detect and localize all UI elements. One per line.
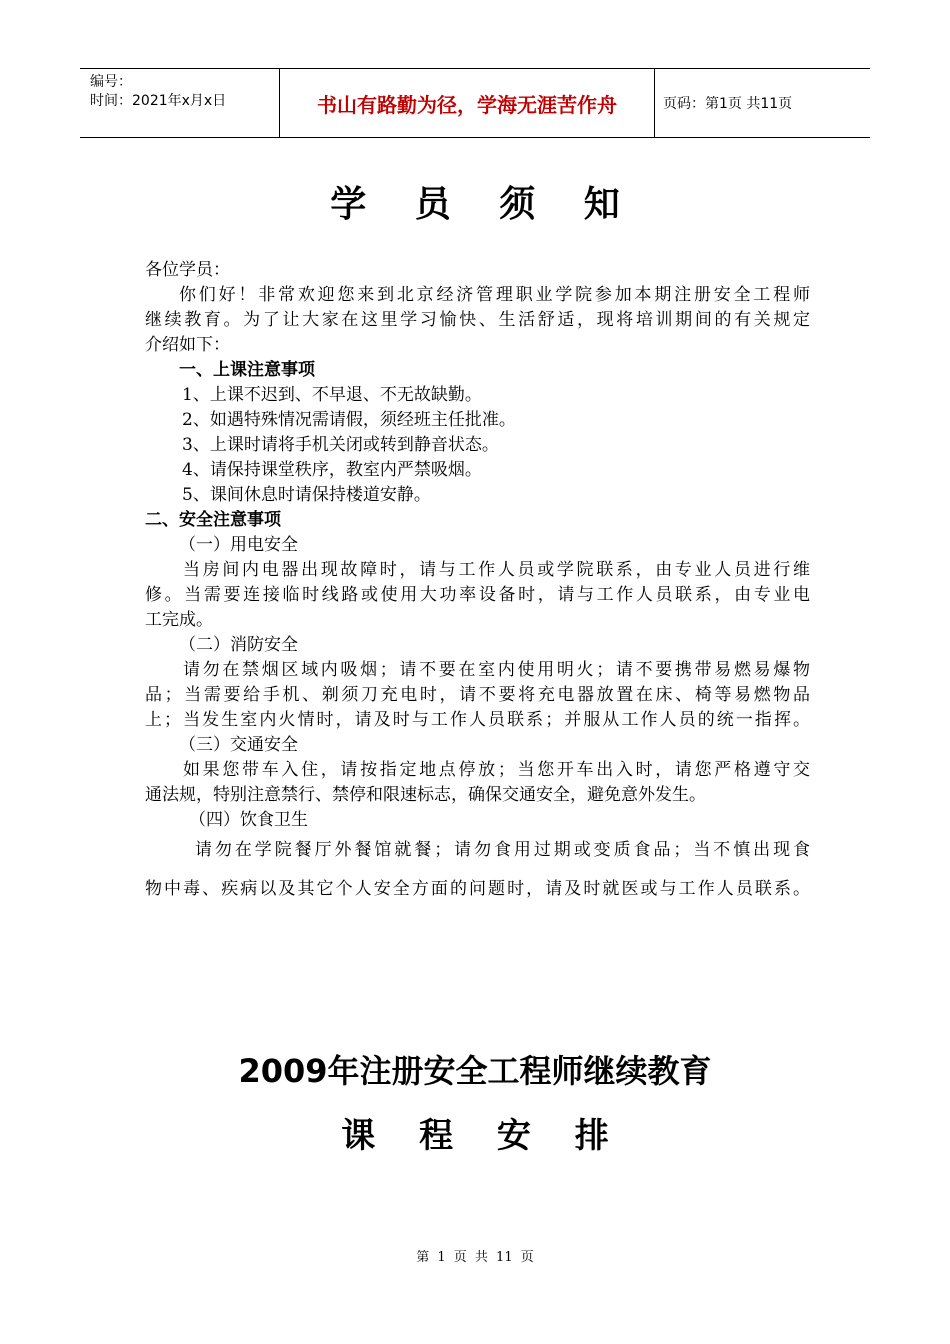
- section1-heading: 一、上课注意事项: [179, 360, 315, 380]
- paragraph-line: 上；当发生室内火情时，请及时与工作人员联系；并服从工作人员的统一指挥。: [145, 710, 810, 730]
- schedule-title: 2009年注册安全工程师继续教育: [238, 1052, 712, 1090]
- subsection-title: （四）饮食卫生: [189, 810, 308, 830]
- header-motto: 书山有路勤为径，学海无涯苦作舟: [280, 69, 655, 137]
- paragraph-line: 品；当需要给手机、剃须刀充电时，请不要将充电器放置在床、椅等易燃物品: [145, 685, 810, 705]
- schedule-subtitle: 课 程 安 排: [341, 1116, 625, 1156]
- subsection-title: （二）消防安全: [179, 635, 298, 655]
- intro-line: 继续教育。为了让大家在这里学习愉快、生活舒适，现将培训期间的有关规定: [145, 310, 810, 330]
- notice-body: [145, 258, 810, 911]
- paragraph-line: 通法规，特别注意禁行、禁停和限速标志，确保交通安全，避免意外发生。: [145, 785, 706, 805]
- paragraph-line: 物中毒、疾病以及其它个人安全方面的问题时，请及时就医或与工作人员联系。: [145, 879, 810, 899]
- intro-line: 你们好！非常欢迎您来到北京经济管理职业学院参加本期注册安全工程师: [179, 285, 810, 305]
- rule-item: 2、如遇特殊情况需请假，须经班主任批准。: [182, 410, 516, 430]
- header-meta: [80, 69, 280, 137]
- header-number: 编号：: [90, 74, 132, 90]
- rule-item: 5、课间休息时请保持楼道安静。: [182, 485, 431, 505]
- paragraph-line: 如果您带车入住，请按指定地点停放；当您开车出入时，请您严格遵守交: [183, 760, 810, 780]
- paragraph-line: 修。当需要连接临时线路或使用大功率设备时，请与工作人员联系，由专业电: [145, 585, 810, 605]
- greeting: 各位学员：: [145, 260, 230, 280]
- paragraph-line: 请勿在禁烟区域内吸烟；请不要在室内使用明火；请不要携带易燃易爆物: [183, 660, 810, 680]
- rule-item: 1、上课不迟到、不早退、不无故缺勤。: [182, 385, 482, 405]
- paragraph-line: 当房间内电器出现故障时，请与工作人员或学院联系，由专业人员进行维: [183, 560, 810, 580]
- section2-heading: 二、安全注意事项: [145, 510, 281, 530]
- rule-item: 3、上课时请将手机关闭或转到静音状态。: [182, 435, 499, 455]
- intro-line: 介绍如下：: [145, 335, 230, 355]
- page-header: [80, 68, 870, 138]
- subsection-title: （三）交通安全: [179, 735, 298, 755]
- paragraph-line: 请勿在学院餐厅外餐馆就餐；请勿食用过期或变质食品；当不慎出现食: [195, 840, 810, 860]
- paragraph-line: 工完成。: [145, 610, 213, 630]
- header-time: 时间：2021年x月x日: [90, 93, 227, 109]
- subsection-title: （一）用电安全: [179, 535, 298, 555]
- rule-item: 4、请保持课堂秩序，教室内严禁吸烟。: [182, 460, 482, 480]
- header-page: 页码：第1页 共11页: [663, 96, 793, 112]
- page-footer: 第 1 页 共 11 页: [416, 1250, 534, 1265]
- page-title: 学 员 须 知: [330, 184, 638, 225]
